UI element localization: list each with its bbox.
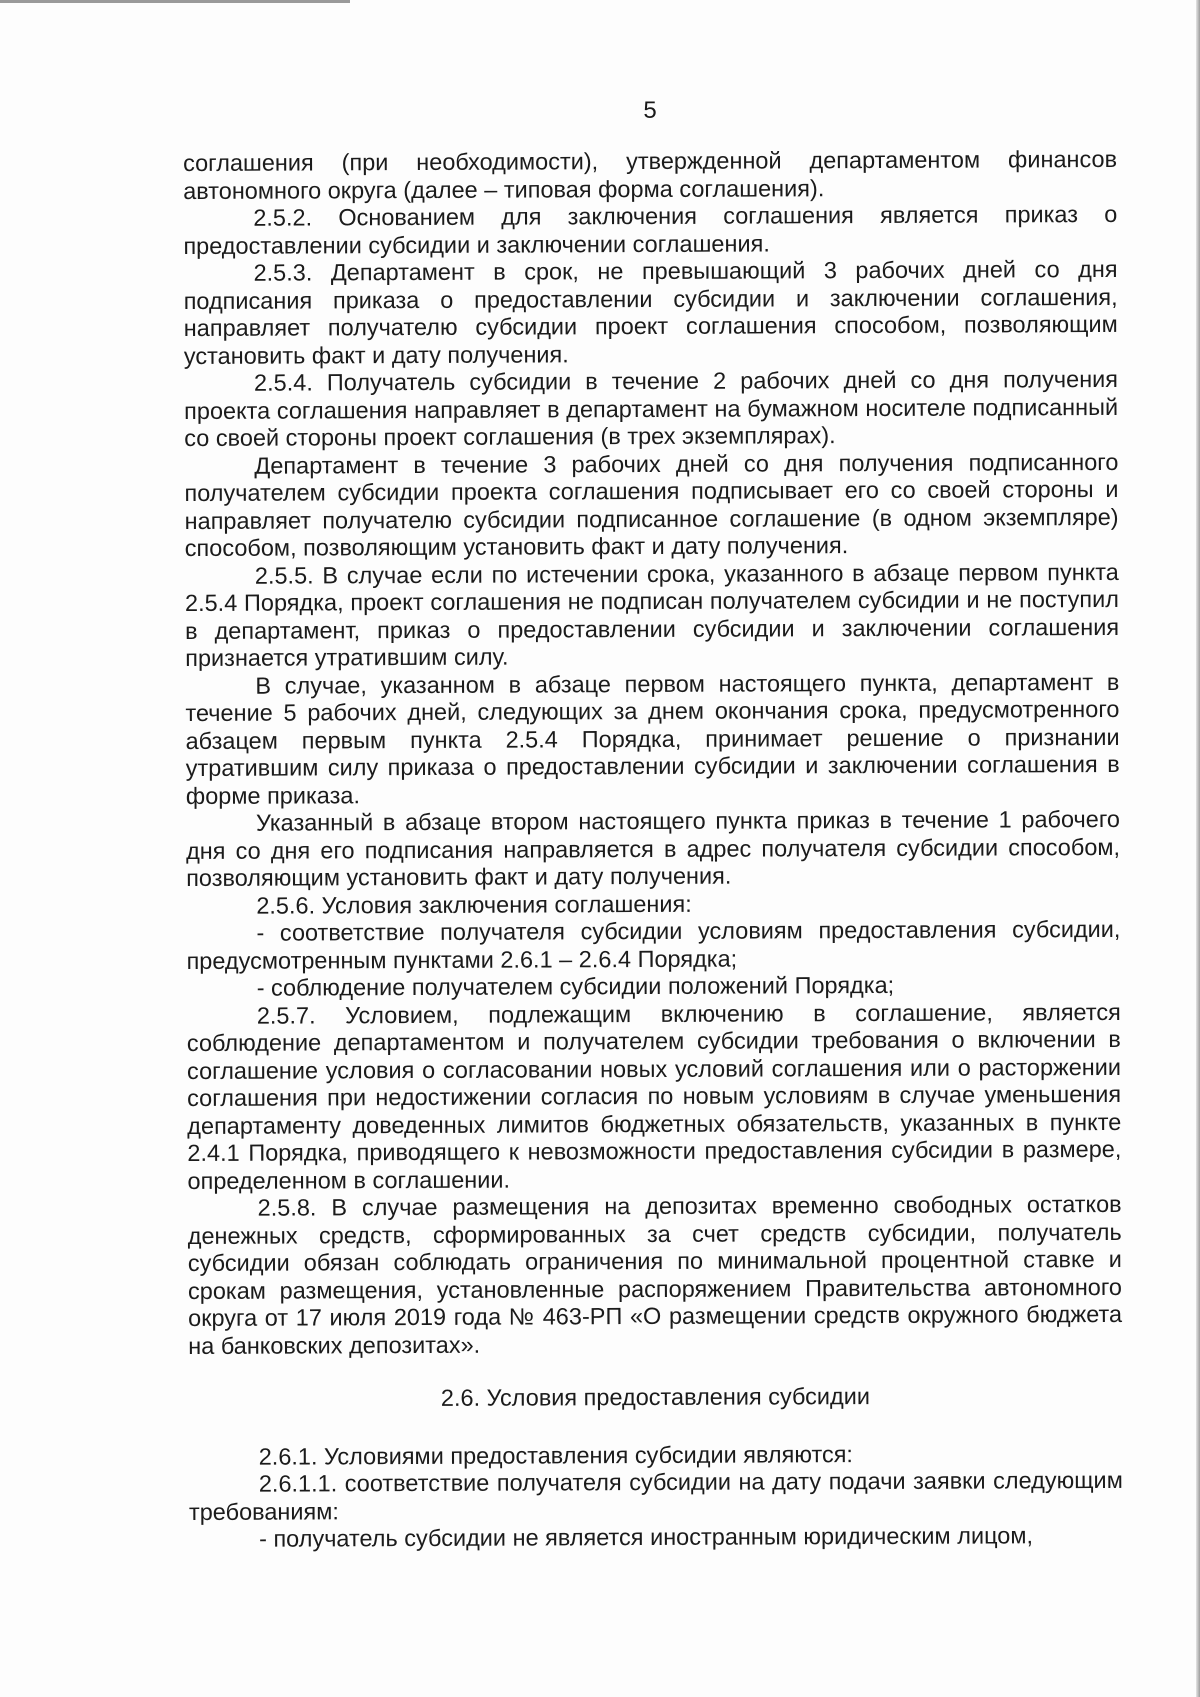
paragraph-2-5-2: 2.5.2. Основанием для заключения соглашения является приказ о предоставлении субсидии и заключении соглашения. bbox=[183, 200, 1118, 259]
list-item-requirement-1: - получатель субсидии не является иностранным юридическим лицом, bbox=[259, 1522, 1034, 1552]
paragraph-2-5-5-third: Указанный в абзаце втором настоящего пункта приказ в течение 1 рабочего дня со дня его подписания направляется в адрес получателя субсидии способом, позволяющим установить факт и дату получения. bbox=[185, 805, 1121, 891]
paragraph-continuation: соглашения (при необходимости), утвержденной департаментом финансов автономного округа (далее – типовая форма соглашения). bbox=[183, 145, 1118, 204]
scan-edge-right bbox=[1196, 0, 1200, 1697]
paragraph-2-5-7: 2.5.7. Условием, подлежащим включению в соглашение, является соблюдение департаментом и получателем субсидии требования о включении в соглашение условия о согласовании новых условий соглашения или о расторжении соглашения при недостижении согласия по новым условиям в случае уменьшения департаменту доведенных лимитов бюджетных обязательств, указанных в пункте 2.4.1 Порядка, приводящего к невозможности предоставления субсидии в размере, определенном в соглашении. bbox=[186, 998, 1122, 1194]
paragraph-2-6-1-1: 2.6.1.1. соответствие получателя субсидии на дату подачи заявки следующим требованиям: bbox=[188, 1466, 1123, 1525]
paragraph-2-5-4-second: Департамент в течение 3 рабочих дней со дня получения подписанного получателем субсидии проекта соглашения подписывает его со своей стороны и направляет получателю субсидии подписанное соглашение (в одном экземпляре) способом, позволяющим установить факт и дату получения. bbox=[184, 448, 1119, 561]
list-item-condition-1: - соответствие получателя субсидии условиям предоставления субсидии, предусмотренным пунктами 2.6.1 – 2.6.4 Порядка; bbox=[186, 915, 1121, 974]
document-body bbox=[183, 146, 1123, 1554]
scan-edge-top bbox=[0, 0, 350, 3]
paragraph-2-5-8: 2.5.8. В случае размещения на депозитах временно свободных остатков денежных средств, сформированных за счет средств субсидии, получатель субсидии обязан соблюдать ограничения по минимальной процентной ставке и срокам размещения, установленные распоряжением Правительства автономного округа от 17 июля 2019 года № 463-РП «О размещении средств окружного бюджета на банковских депозитах». bbox=[187, 1190, 1123, 1359]
paragraph-2-5-6: 2.5.6. Условия заключения соглашения: bbox=[256, 890, 692, 919]
paragraph-2-5-5-second: В случае, указанном в абзаце первом настоящего пункта, департамент в течение 5 рабочих дней, следующих за днем окончания срока, предусмотренного абзацем первым пункта 2.5.4 Порядка, принимает решение о признании утратившим силу приказа о предоставлении субсидии и заключении соглашения в форме приказа. bbox=[185, 668, 1120, 809]
paragraph-2-5-4: 2.5.4. Получатель субсидии в течение 2 рабочих дней со дня получения проекта соглашения направляет в департамент на бумажном носителе подписанный со своей стороны проект соглашения (в трех экземплярах). bbox=[184, 365, 1119, 451]
paragraph-2-6-1: 2.6.1. Условиями предоставления субсидии являются: bbox=[258, 1440, 853, 1470]
paragraph-2-5-5: 2.5.5. В случае если по истечении срока, указанного в абзаце первом пункта 2.5.4 Порядка, проект соглашения не подписан получателем субсидии и не поступил в департамент, приказ о предоставлении субсидии и заключении соглашения признается утратившим силу. bbox=[184, 558, 1120, 671]
page-number: 5 bbox=[643, 97, 657, 124]
section-heading: 2.6. Условия предоставления субсидии bbox=[440, 1383, 871, 1411]
list-item-condition-2: - соблюдение получателем субсидии положений Порядка; bbox=[256, 971, 895, 1001]
paragraph-2-5-3: 2.5.3. Департамент в срок, не превышающий 3 рабочих дней со дня подписания приказа о предоставлении субсидии и заключении соглашения, направляет получателю субсидии проект соглашения способом, позволяющим установить факт и дату получения. bbox=[183, 255, 1118, 369]
